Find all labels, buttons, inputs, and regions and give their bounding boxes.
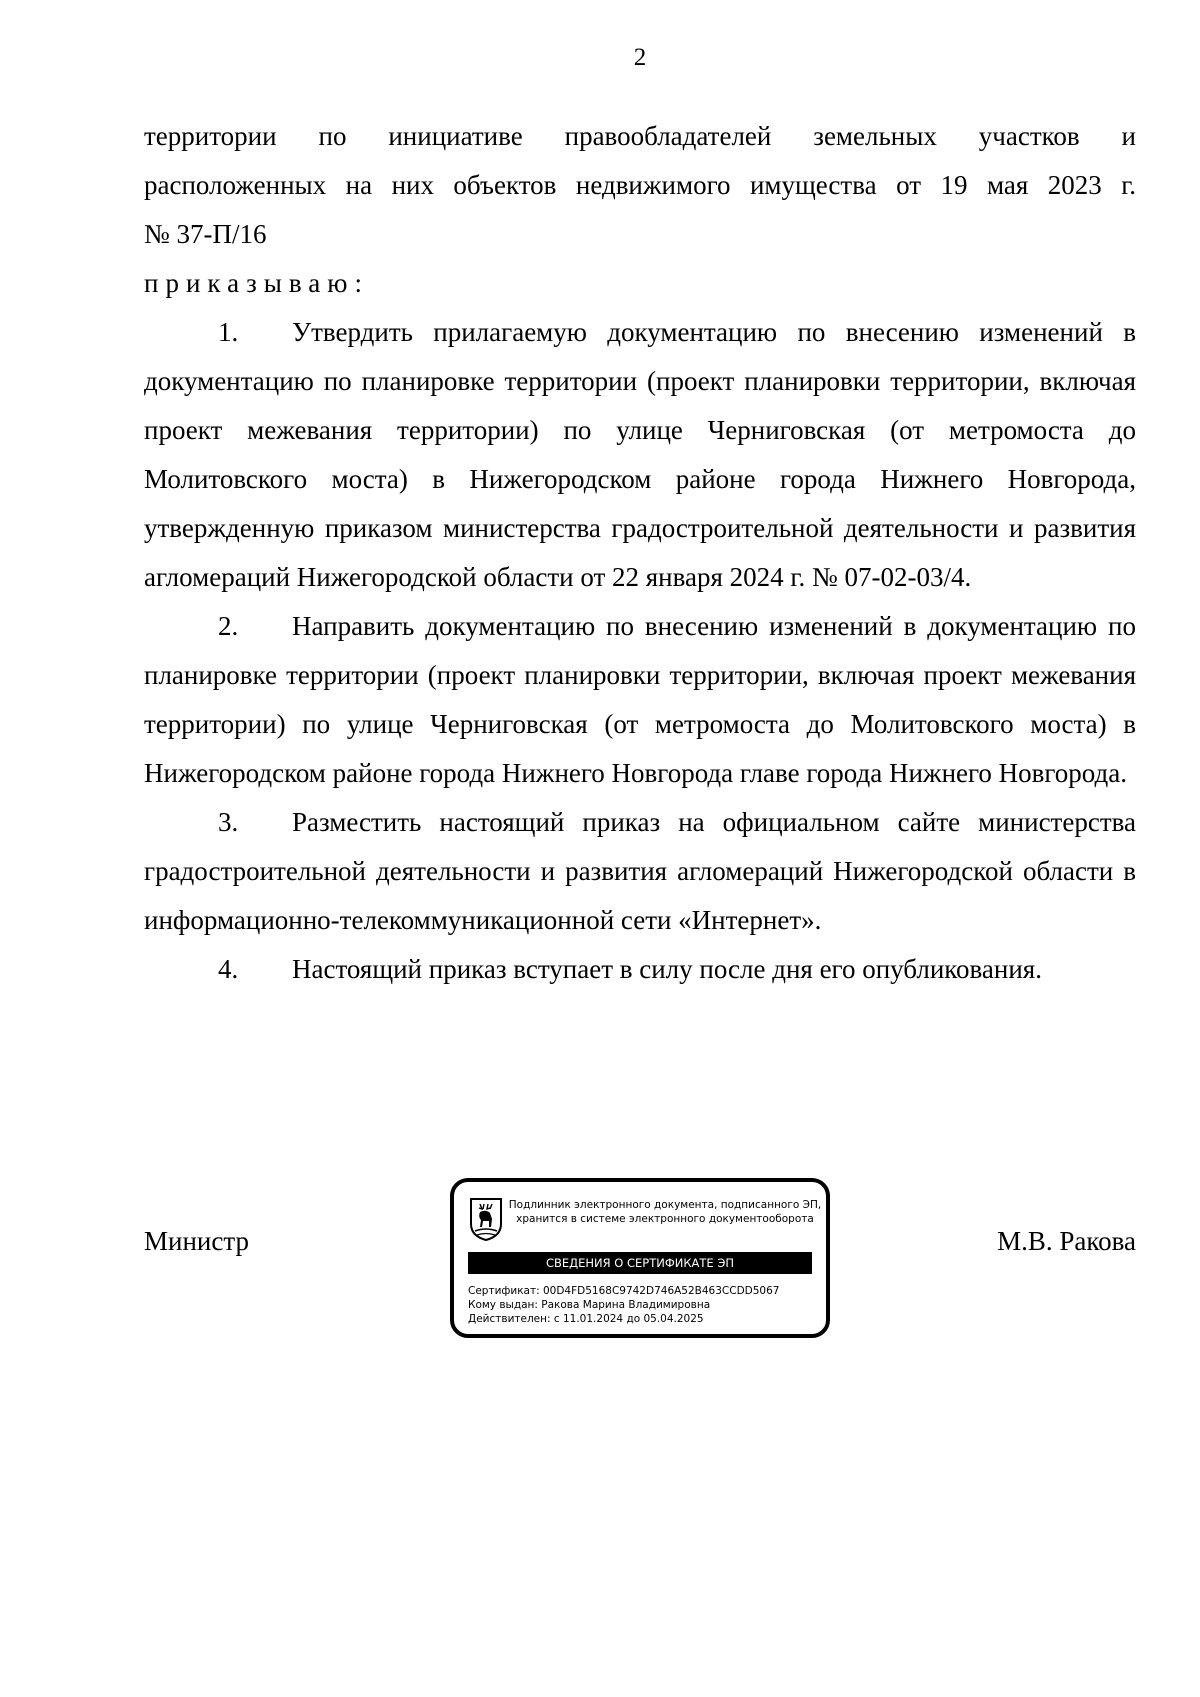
order-item-1 (144, 308, 1136, 602)
certificate-holder: Кому выдан: Ракова Марина Владимировна (468, 1299, 711, 1311)
page-number: 2 (633, 44, 647, 71)
certificate-details (468, 1284, 814, 1326)
deer-emblem-icon (468, 1196, 504, 1242)
order-item-4 (144, 945, 1136, 994)
intro-line-3: № 37-П/16 (144, 219, 267, 249)
order-word: приказываю: (144, 268, 369, 298)
document-body (144, 112, 1136, 994)
signatory-title: Министр (144, 1226, 249, 1256)
order-item-number: 4. (218, 954, 239, 984)
order-item-text: Утвердить прилагаемую документацию по внесению изменений в документацию по планировке территории (проект планировки территории, включая проект межевания территории) по улице Черниговская (от метромоста до Молитовского моста) в Нижегородском районе города Нижнего Новгорода, утвержденную приказом министерства градостроительной деятельности и развития агломераций Нижегородской области от 22 января 2024 г. № 07-02-03/4. (144, 317, 1136, 592)
order-item-3 (144, 798, 1136, 945)
certificate-info-bar: СВЕДЕНИЯ О СЕРТИФИКАТЕ ЭП (468, 1252, 812, 1274)
intro-line-2: расположенных на них объектов недвижимого имущества от 19 мая 2023 г. (144, 170, 1136, 200)
signature-block (144, 1178, 1136, 1338)
order-item-2 (144, 602, 1136, 798)
order-item-number: 2. (218, 611, 239, 641)
certificate-validity: Действителен: с 11.01.2024 до 05.04.2025 (468, 1313, 704, 1325)
certificate-number: Сертификат: 00D4FD5168C9742D746A52B463CCDD5067 (468, 1285, 780, 1297)
signatory-name: М.В. Ракова (997, 1226, 1136, 1256)
order-item-text: Разместить настоящий приказ на официальном сайте министерства градостроительной деятельности и развития агломераций Нижегородской области в информационно-телекоммуникационной сети «Интернет». (144, 807, 1136, 935)
stamp-header-line: хранится в системе электронного документооборота (516, 1213, 814, 1225)
electronic-signature-stamp (450, 1178, 830, 1338)
order-item-text: Направить документацию по внесению изменений в документацию по планировке территории (проект планировки территории, включая проект межевания территории) по улице Черниговская (от метромоста до Молитовского моста) в Нижегородском районе города Нижнего Новгорода главе города Нижнего Новгорода. (144, 611, 1136, 788)
order-item-number: 3. (218, 807, 239, 837)
order-item-text: Настоящий приказ вступает в силу после дня его опубликования. (292, 954, 1042, 984)
order-item-number: 1. (218, 317, 239, 347)
intro-line-1: территории по инициативе правообладателей земельных участков и (144, 121, 1136, 151)
stamp-header-line: Подлинник электронного документа, подписанного ЭП, (508, 1199, 822, 1211)
stamp-header (506, 1198, 824, 1226)
